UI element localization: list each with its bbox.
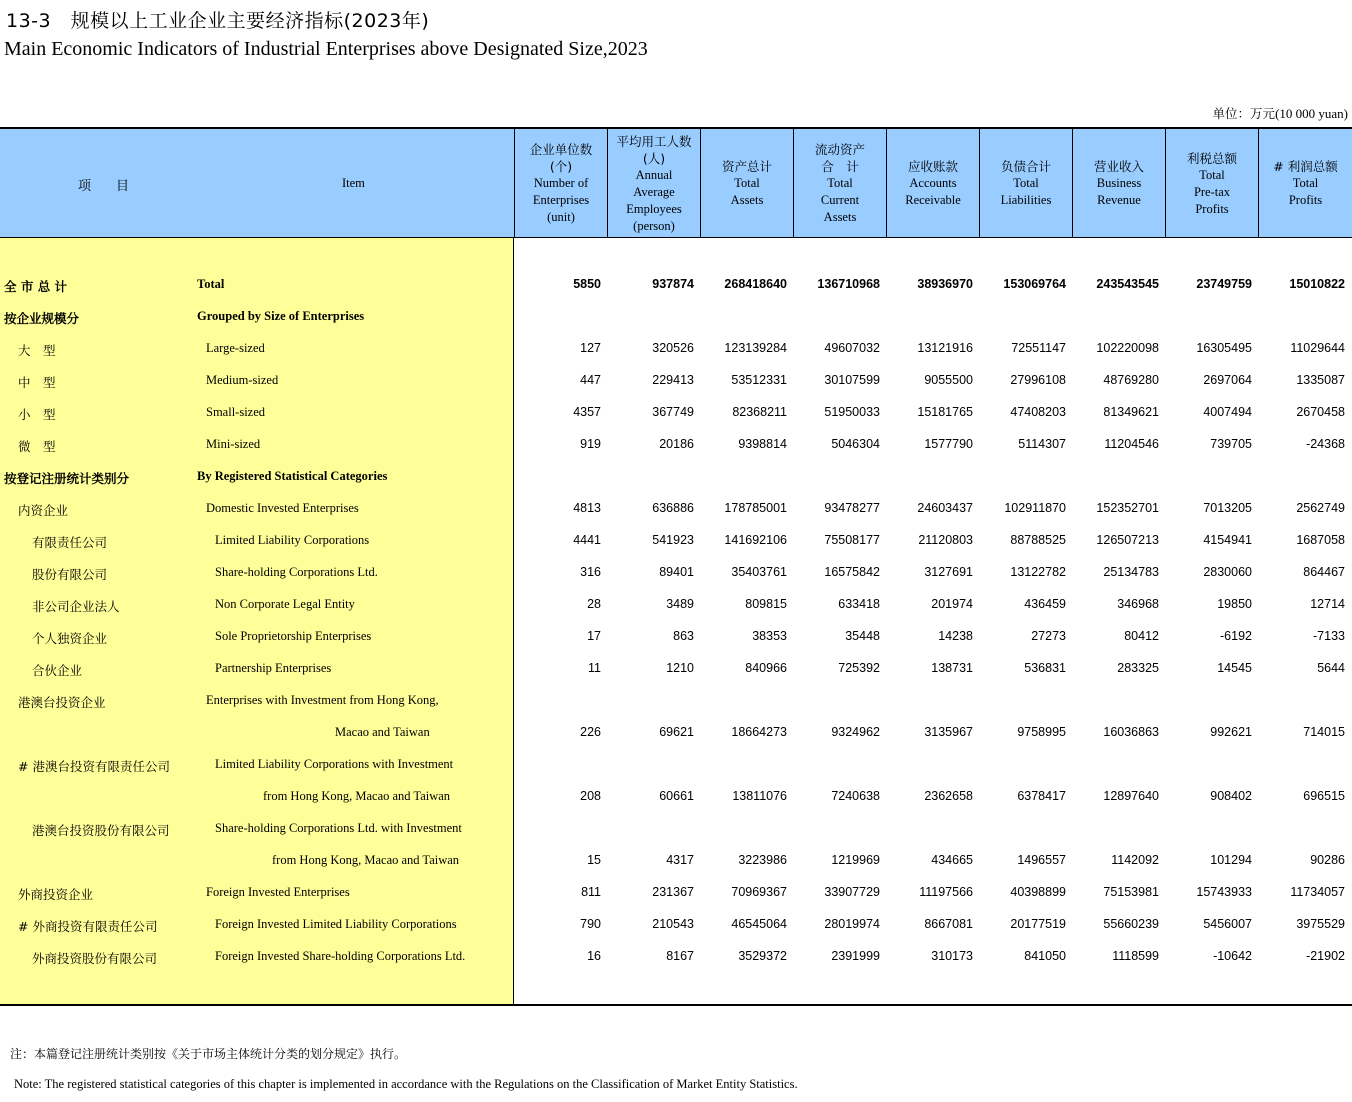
row-label-cn: 内资企业 [18,503,69,518]
row-label-en: Share-holding Corporations Ltd. with Investment [215,821,462,835]
header-line: Annual [635,167,673,182]
row-label-en: Foreign Invested Limited Liability Corporations [215,917,457,931]
cell-total-assets: 35403761 [731,565,787,579]
header-business-revenue [1072,129,1165,238]
cell-total-profits: -24368 [1306,437,1345,451]
cell-business-revenue: 16036863 [1103,725,1159,739]
cell-business-revenue: 283325 [1117,661,1159,675]
unit-label [1213,104,1348,122]
header-total-assets [700,129,793,238]
table-row [0,661,1352,681]
cell-accounts-receivable: 21120803 [918,533,973,547]
table-row [0,277,1352,297]
cell-total-pretax-profits: 101294 [1210,853,1252,867]
cell-annual-average-employees: 4317 [666,853,694,867]
cell-total-current-assets: 16575842 [824,565,880,579]
cell-total-current-assets: 2391999 [831,949,880,963]
header-line: Total [1013,176,1039,190]
cell-accounts-receivable: 310173 [931,949,973,963]
cell-accounts-receivable: 14238 [938,629,973,643]
cell-accounts-receivable: 38936970 [917,277,973,291]
row-label-cn: 中 型 [18,375,56,390]
cell-total-current-assets: 1219969 [831,853,880,867]
header-total-pretax-profits [1165,129,1258,238]
cell-accounts-receivable: 1577790 [924,437,973,451]
cell-total-current-assets: 725392 [838,661,880,675]
row-label-cn: 小 型 [18,407,56,422]
cell-total-profits: 1335087 [1296,373,1345,387]
cell-accounts-receivable: 2362658 [924,789,973,803]
header-line: Liabilities [1000,193,1052,207]
cell-total-assets: 38353 [752,629,787,643]
header-line: Business [1096,176,1142,190]
cell-total-profits: 3975529 [1296,917,1345,931]
unit-label-en: (10 000 yuan) [1275,106,1348,121]
header-line: (person) [633,218,675,233]
cell-annual-average-employees: 863 [673,629,694,643]
header-line: 营业收入 [1093,159,1144,174]
cell-annual-average-employees: 89401 [659,565,694,579]
cell-total-current-assets: 5046304 [831,437,880,451]
row-label-en: from Hong Kong, Macao and Taiwan [263,789,451,803]
header-annual-average-employees [607,129,700,238]
header-total-current-assets [793,129,886,238]
header-line: 资产总计 [721,159,772,174]
cell-accounts-receivable: 13121916 [917,341,973,355]
row-label-cn: # 外商投资有限责任公司 [18,919,158,934]
cell-annual-average-employees: 231367 [652,885,694,899]
cell-total-profits: 714015 [1303,725,1345,739]
cell-annual-average-employees: 320526 [652,341,694,355]
header-line: Revenue [1097,193,1141,207]
header-line: # 利润总额 [1273,159,1338,174]
cell-total-liabilities: 27273 [1031,629,1066,643]
cell-total-liabilities: 1496557 [1017,853,1066,867]
header-line: 利税总额 [1186,150,1237,166]
row-label-en: Macao and Taiwan [335,725,430,739]
cell-total-assets: 3223986 [738,853,787,867]
row-label-cn: 按登记注册统计类别分 [4,471,130,486]
table-bottom-rule [0,1004,1352,1006]
table-row [0,469,1352,489]
cell-number-of-enterprises: 919 [580,437,601,451]
header-line: Pre-tax [1193,184,1231,199]
row-label-en: Large-sized [206,341,265,355]
header-total-liabilities [979,129,1072,238]
cell-total-assets: 13811076 [732,789,787,803]
row-label-en: Medium-sized [206,373,279,387]
header-line: (人) [642,150,666,166]
cell-total-profits: 2562749 [1296,501,1345,515]
cell-total-assets: 141692106 [724,533,787,547]
cell-total-liabilities: 9758995 [1017,725,1066,739]
cell-accounts-receivable: 9055500 [924,373,973,387]
cell-total-pretax-profits: -10642 [1213,949,1252,963]
row-label-en: Partnership Enterprises [215,661,332,675]
cell-business-revenue: 152352701 [1096,501,1159,515]
cell-total-profits: 1687058 [1296,533,1345,547]
row-label-cn: 外商投资股份有限公司 [32,951,158,966]
cell-annual-average-employees: 937874 [652,277,694,291]
cell-total-liabilities: 40398899 [1010,885,1066,899]
cell-total-liabilities: 841050 [1024,949,1066,963]
cell-number-of-enterprises: 208 [580,789,601,803]
footnote-cn: 注：本篇登记注册统计类别按《关于市场主体统计分类的划分规定》执行。 [10,1047,407,1061]
row-label-en: Foreign Invested Enterprises [206,885,350,899]
cell-accounts-receivable: 11197566 [919,885,973,899]
cell-total-current-assets: 633418 [838,597,880,611]
cell-total-liabilities: 102911870 [1004,501,1066,515]
header-line: 流动资产 [814,142,865,157]
table-row [0,949,1352,969]
table-row [0,789,1352,809]
cell-total-pretax-profits: 739705 [1210,437,1252,451]
table-row [0,501,1352,521]
table-row [0,597,1352,617]
cell-total-current-assets: 51950033 [824,405,880,419]
cell-total-pretax-profits: 19850 [1217,597,1252,611]
cell-business-revenue: 12897640 [1103,789,1159,803]
row-label-cn: 按企业规模分 [4,311,80,326]
header-line: Assets [730,193,764,207]
cell-total-liabilities: 88788525 [1010,533,1066,547]
table-row [0,693,1352,713]
cell-annual-average-employees: 541923 [652,533,694,547]
cell-total-assets: 123139284 [724,341,787,355]
cell-total-profits: 5644 [1317,661,1345,675]
row-label-en: Grouped by Size of Enterprises [197,309,365,323]
cell-total-profits: 2670458 [1296,405,1345,419]
cell-total-assets: 9398814 [738,437,787,451]
row-label-en: Sole Proprietorship Enterprises [215,629,372,643]
cell-business-revenue: 75153981 [1103,885,1159,899]
cell-business-revenue: 80412 [1124,629,1159,643]
cell-total-liabilities: 536831 [1024,661,1066,675]
cell-total-profits: 12714 [1310,597,1345,611]
cell-business-revenue: 1118599 [1112,949,1159,963]
cell-number-of-enterprises: 4357 [573,405,601,419]
cell-total-assets: 178785001 [724,501,787,515]
header-line: 应收账款 [907,159,958,174]
cell-total-pretax-profits: 16305495 [1196,341,1252,355]
cell-total-profits: 864467 [1303,565,1345,579]
table-row [0,405,1352,425]
row-label-cn: 全 市 总 计 [4,279,68,294]
cell-total-pretax-profits: -6192 [1220,629,1252,643]
cell-total-pretax-profits: 5456007 [1203,917,1252,931]
cell-business-revenue: 126507213 [1096,533,1159,547]
cell-total-profits: -7133 [1313,629,1345,643]
row-label-cn: 股份有限公司 [32,567,108,582]
cell-annual-average-employees: 60661 [659,789,694,803]
row-label-cn: 非公司企业法人 [32,599,120,614]
cell-total-liabilities: 47408203 [1010,405,1066,419]
header-line: Accounts [909,176,957,190]
header-item-cn: 项 目 [78,179,136,194]
cell-number-of-enterprises: 5850 [573,277,601,291]
row-label-cn: 港澳台投资股份有限公司 [32,823,170,838]
header-total-profits [1258,129,1352,238]
table-row [0,629,1352,649]
row-label-en: Non Corporate Legal Entity [215,597,355,611]
header-line: Total [1292,176,1319,190]
cell-number-of-enterprises: 16 [587,949,601,963]
cell-annual-average-employees: 8167 [666,949,694,963]
table-row [0,309,1352,329]
row-label-en: Mini-sized [206,437,261,451]
cell-total-assets: 268418640 [724,277,787,291]
header-number-of-enterprises [514,129,607,238]
cell-number-of-enterprises: 28 [587,597,601,611]
cell-business-revenue: 1142092 [1111,853,1159,867]
cell-total-profits: -21902 [1306,949,1345,963]
row-label-en: By Registered Statistical Categories [197,469,388,483]
cell-annual-average-employees: 367749 [652,405,694,419]
row-label-cn: 外商投资企业 [18,887,94,902]
row-label-cn: # 港澳台投资有限责任公司 [18,759,170,774]
header-line: Profits [1195,201,1229,216]
cell-total-assets: 46545064 [731,917,787,931]
cell-business-revenue: 55660239 [1103,917,1159,931]
cell-total-assets: 82368211 [732,405,787,419]
cell-total-pretax-profits: 14545 [1217,661,1252,675]
table-row [0,437,1352,457]
cell-total-current-assets: 49607032 [824,341,880,355]
row-label-en: Foreign Invested Share-holding Corporations Ltd. [215,949,466,963]
cell-accounts-receivable: 24603437 [917,501,973,515]
cell-total-profits: 11734057 [1290,885,1345,899]
table-row [0,725,1352,745]
cell-total-assets: 809815 [745,597,787,611]
cell-total-current-assets: 75508177 [824,533,880,547]
row-label-en: Limited Liability Corporations with Investment [215,757,454,771]
cell-total-pretax-profits: 2830060 [1203,565,1252,579]
cell-annual-average-employees: 229413 [652,373,694,387]
cell-total-pretax-profits: 4154941 [1203,533,1252,547]
header-line: Average [633,184,675,199]
table-row [0,885,1352,905]
cell-accounts-receivable: 434665 [931,853,973,867]
cell-number-of-enterprises: 811 [581,885,601,899]
cell-business-revenue: 346968 [1117,597,1159,611]
row-label-en: Enterprises with Investment from Hong Kong, [206,693,439,707]
cell-accounts-receivable: 3135967 [924,725,973,739]
row-label-en: from Hong Kong, Macao and Taiwan [272,853,460,867]
cell-total-liabilities: 72551147 [1011,341,1066,355]
cell-number-of-enterprises: 790 [580,917,601,931]
cell-business-revenue: 48769280 [1103,373,1159,387]
cell-total-profits: 696515 [1303,789,1345,803]
header-line: Profits [1288,193,1323,207]
cell-business-revenue: 243543545 [1096,277,1159,291]
cell-total-liabilities: 27996108 [1010,373,1066,387]
header-accounts-receivable [886,129,979,238]
row-label-en: Total [197,277,225,291]
cell-accounts-receivable: 15181765 [917,405,973,419]
row-label-cn: 港澳台投资企业 [18,695,106,710]
header-line: Number of [533,176,589,190]
cell-total-assets: 70969367 [731,885,787,899]
row-label-cn: 有限责任公司 [32,535,108,550]
header-line: 平均用工人数 [616,133,692,149]
cell-annual-average-employees: 1210 [666,661,694,675]
cell-accounts-receivable: 138731 [931,661,973,675]
header-line: (个) [549,159,573,174]
cell-business-revenue: 11204546 [1104,437,1159,451]
cell-number-of-enterprises: 316 [580,565,601,579]
table-row [0,373,1352,393]
cell-total-profits: 11029644 [1290,341,1345,355]
cell-business-revenue: 81349621 [1103,405,1159,419]
cell-total-liabilities: 6378417 [1017,789,1066,803]
row-label-en: Small-sized [206,405,266,419]
table-row [0,533,1352,553]
cell-annual-average-employees: 636886 [652,501,694,515]
row-label-cn: 合伙企业 [32,663,83,678]
cell-annual-average-employees: 69621 [659,725,694,739]
header-line: 合 计 [821,159,859,174]
header-line: Assets [823,210,857,224]
row-label-cn: 微 型 [18,439,56,454]
cell-number-of-enterprises: 11 [588,661,601,675]
header-line: Enterprises [532,193,590,207]
cell-annual-average-employees: 3489 [666,597,694,611]
unit-label-cn: 单位：万元 [1212,106,1276,121]
cell-total-liabilities: 13122782 [1010,565,1066,579]
cell-total-liabilities: 153069764 [1003,277,1066,291]
table-title-en: Main Economic Indicators of Industrial Enterprises above Designated Size,2023 [4,38,648,60]
cell-total-pretax-profits: 15743933 [1196,885,1252,899]
cell-total-current-assets: 93478277 [824,501,880,515]
header-line: Receivable [905,193,961,207]
cell-total-pretax-profits: 992621 [1210,725,1252,739]
cell-total-assets: 840966 [745,661,787,675]
cell-total-current-assets: 9324962 [831,725,880,739]
footnote-en: Note: The registered statistical categories of this chapter is implemented in accordance with the Regulations on the Classification of Market Entity Statistics. [14,1077,798,1091]
header-line: Total [827,176,853,190]
row-label-en: Limited Liability Corporations [215,533,370,547]
cell-total-pretax-profits: 4007494 [1203,405,1252,419]
cell-number-of-enterprises: 4813 [573,501,601,515]
header-line: Employees [626,201,682,216]
table-row [0,757,1352,777]
cell-total-liabilities: 20177519 [1010,917,1066,931]
cell-business-revenue: 102220098 [1096,341,1159,355]
header-line: (unit) [547,210,575,224]
cell-accounts-receivable: 3127691 [924,565,973,579]
cell-total-profits: 15010822 [1289,277,1345,291]
table-row [0,917,1352,937]
row-label-en: Domestic Invested Enterprises [206,501,359,515]
cell-accounts-receivable: 201974 [931,597,973,611]
cell-total-liabilities: 436459 [1024,597,1066,611]
cell-total-profits: 90286 [1310,853,1345,867]
cell-total-assets: 18664273 [731,725,787,739]
cell-number-of-enterprises: 226 [580,725,601,739]
cell-number-of-enterprises: 17 [587,629,601,643]
cell-business-revenue: 25134783 [1103,565,1159,579]
table-title-cn: 13-3 规模以上工业企业主要经济指标(2023年) [6,10,430,32]
table-row [0,821,1352,841]
cell-accounts-receivable: 8667081 [924,917,973,931]
header-line: 负债合计 [1000,159,1051,174]
row-label-cn: 大 型 [18,343,56,358]
header-line: Total [1199,167,1225,182]
header-item-en: Item [342,176,365,190]
row-label-cn: 个人独资企业 [32,631,108,646]
table-header [0,127,1352,238]
cell-total-pretax-profits: 2697064 [1203,373,1252,387]
cell-number-of-enterprises: 4441 [573,533,601,547]
cell-total-pretax-profits: 908402 [1210,789,1252,803]
cell-total-current-assets: 136710968 [817,277,880,291]
cell-number-of-enterprises: 447 [580,373,601,387]
table-row [0,853,1352,873]
cell-total-liabilities: 5114307 [1018,437,1066,451]
header-line: Current [820,193,860,207]
cell-total-current-assets: 33907729 [824,885,880,899]
row-label-en: Share-holding Corporations Ltd. [215,565,378,579]
cell-total-current-assets: 35448 [845,629,880,643]
table-row [0,565,1352,585]
cell-annual-average-employees: 210543 [652,917,694,931]
header-line: 企业单位数 [529,142,593,157]
cell-total-current-assets: 28019974 [824,917,880,931]
cell-total-current-assets: 30107599 [824,373,880,387]
cell-number-of-enterprises: 15 [587,853,601,867]
cell-total-pretax-profits: 23749759 [1196,277,1252,291]
cell-total-assets: 3529372 [738,949,787,963]
table-row [0,341,1352,361]
cell-total-assets: 53512331 [731,373,787,387]
cell-total-pretax-profits: 7013205 [1203,501,1252,515]
cell-total-current-assets: 7240638 [831,789,880,803]
header-line: Total [734,176,760,190]
cell-number-of-enterprises: 127 [580,341,601,355]
cell-annual-average-employees: 20186 [659,437,694,451]
